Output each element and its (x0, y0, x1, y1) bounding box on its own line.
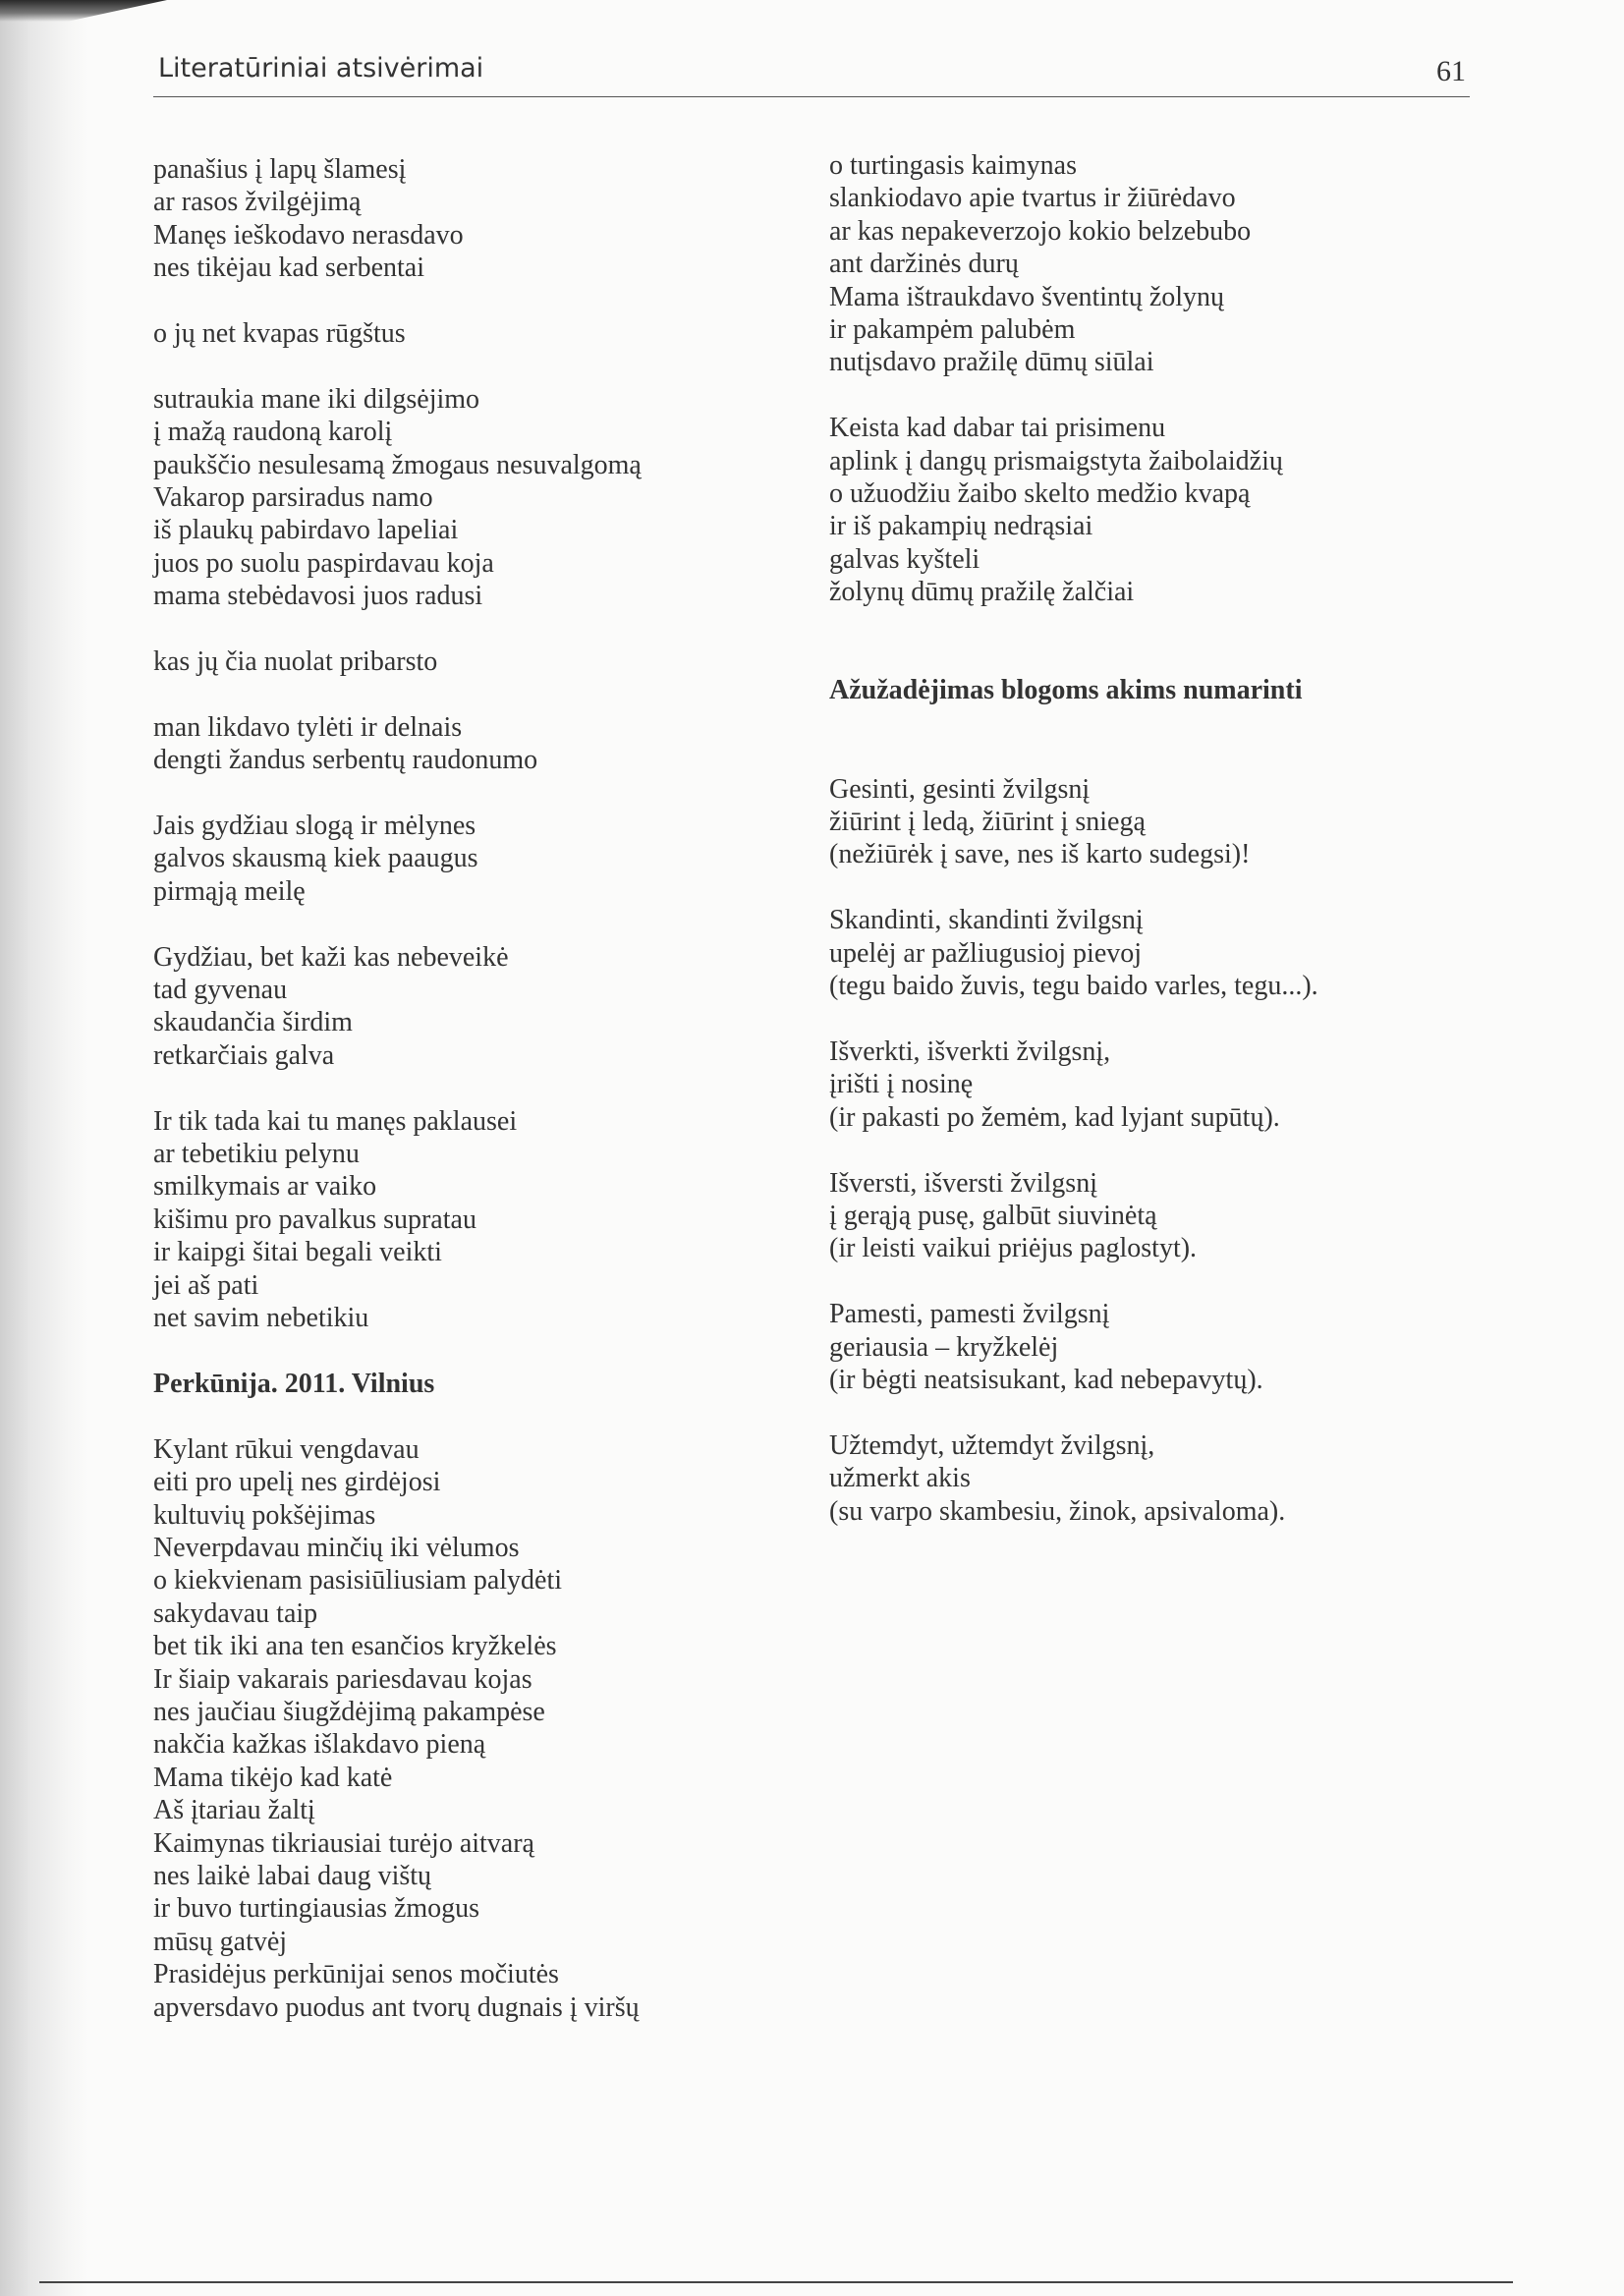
verse-line: Ir šiaip vakarais pariesdavau kojas (153, 1663, 532, 1695)
verse-line: bet tik iki ana ten esančios kryžkelės (153, 1631, 557, 1662)
stanza (153, 645, 782, 678)
verse-line: nes tikėjau kad serbentai (153, 252, 425, 284)
verse-line: jei aš pati (153, 1269, 259, 1301)
verse-line: Gydžiau, bet kaži kas nebeveikė (153, 941, 509, 973)
verse-line: iš plaukų pabirdavo lapeliai (153, 515, 459, 546)
verse-line: kišimu pro pavalkus supratau (153, 1204, 476, 1235)
verse-line: (ir bėgti neatsisukant, kad nebepavytų). (829, 1364, 1263, 1395)
stanza (829, 1429, 1537, 1528)
running-header: Literatūriniai atsivėrimai (158, 53, 484, 84)
stanza (829, 149, 1537, 379)
verse-line: panašius į lapų šlamesį (153, 154, 407, 185)
left-column (153, 153, 782, 2056)
verse-line: (ir leisti vaikui priėjus paglostyt). (829, 1233, 1198, 1264)
verse-line: o kiekvienam pasisiūliusiam palydėti (153, 1565, 563, 1596)
scan-bottom-edge (39, 2281, 1513, 2283)
verse-line: eiti pro upelį nes girdėjosi (153, 1467, 441, 1498)
verse-line: net savim nebetikiu (153, 1303, 369, 1334)
verse-line: Išversti, išversti žvilgsnį (829, 1167, 1097, 1199)
stanza (153, 941, 782, 1073)
verse-line: ir buvo turtingiausias žmogus (153, 1893, 480, 1925)
verse-line: ir iš pakampių nedrąsiai (829, 511, 1093, 542)
verse-line: mama stebėdavosi juos radusi (153, 581, 483, 612)
verse-line: žolynų dūmų pražilę žalčiai (829, 577, 1135, 608)
stanza (153, 810, 782, 908)
verse-line: į mažą raudoną karolį (153, 417, 393, 448)
verse-line: į gerąją pusę, galbūt siuvinėtą (829, 1200, 1157, 1231)
verse-line: kas jų čia nuolat pribarsto (153, 646, 438, 678)
verse-line: pirmąją meilę (153, 875, 306, 907)
stanza (153, 1433, 782, 2024)
verse-line: geriausia – kryžkelėj (829, 1331, 1059, 1363)
verse-line: Užtemdyt, užtemdyt žvilgsnį, (829, 1429, 1155, 1461)
verse-line: slankiodavo apie tvartus ir žiūrėdavo (829, 183, 1236, 214)
verse-line: Manęs ieškodavo nerasdavo (153, 219, 464, 251)
verse-line: ant daržinės durų (829, 249, 1019, 280)
verse-line: retkarčiais galva (153, 1039, 335, 1071)
verse-line: man likdavo tylėti ir delnais (153, 711, 463, 743)
verse-line: o jų net kvapas rūgštus (153, 318, 406, 350)
verse-line: paukščio nesulesamą žmogaus nesuvalgomą (153, 449, 642, 480)
verse-line: dengti žandus serbentų raudonumo (153, 745, 538, 776)
verse-line: nutįsdavo pražilę dūmų siūlai (829, 347, 1154, 378)
verse-line: Kaimynas tikriausiai turėjo aitvarą (153, 1827, 534, 1859)
verse-line: įrišti į nosinę (829, 1069, 974, 1100)
verse-line: užmerkt akis (829, 1463, 971, 1494)
verse-line: mūsų gatvėj (153, 1926, 288, 1957)
verse-line: (tegu baido žuvis, tegu baido varles, tegu...). (829, 971, 1318, 1002)
verse-line: o turtingasis kaimynas (829, 150, 1077, 181)
poem-title: Ažužadėjimas blogoms akims numarinti (829, 675, 1303, 706)
verse-line: ar kas nepakeverzojo kokio belzebubo (829, 215, 1252, 247)
stanza (153, 711, 782, 777)
poem-title: Perkūnija. 2011. Vilnius (153, 1368, 435, 1399)
verse-line: skaudančia širdim (153, 1007, 353, 1038)
verse-line: nes jaučiau šiugždėjimą pakampėse (153, 1696, 545, 1727)
stanza (153, 383, 782, 613)
verse-line: sakydavau taip (153, 1597, 318, 1629)
verse-line: Neverpdavau minčių iki vėlumos (153, 1532, 520, 1563)
verse-line: upelėj ar pažliugusioj pievoj (829, 937, 1143, 969)
verse-line: sutraukia mane iki dilgsėjimo (153, 383, 480, 415)
verse-line: apversdavo puodus ant tvorų dugnais į viršų (153, 1991, 640, 2023)
verse-line: Išverkti, išverkti žvilgsnį, (829, 1036, 1111, 1067)
stanza (153, 317, 782, 350)
verse-line: galvos skausmą kiek paaugus (153, 843, 478, 874)
stanza (829, 773, 1537, 871)
verse-line: ar tebetikiu pelynu (153, 1139, 360, 1170)
verse-line: Vakarop parsiradus namo (153, 482, 433, 514)
scan-shadow (0, 0, 88, 2296)
verse-line: ir pakampėm palubėm (829, 314, 1076, 346)
verse-line: (nežiūrėk į save, nes iš karto sudegsi)! (829, 839, 1251, 870)
header-rule (153, 96, 1470, 97)
verse-line: kultuvių pokšėjimas (153, 1499, 376, 1531)
verse-line: galvas kyšteli (829, 543, 980, 575)
verse-line: Prasidėjus perkūnijai senos močiutės (153, 1959, 559, 1990)
verse-line: Gesinti, gesinti žvilgsnį (829, 773, 1091, 805)
verse-line: juos po suolu paspirdavau koja (153, 547, 494, 579)
stanza (829, 1167, 1537, 1265)
verse-line: nakčia kažkas išlakdavo pieną (153, 1729, 486, 1761)
verse-line: o užuodžiu žaibo skelto medžio kvapą (829, 478, 1251, 510)
verse-line: Keista kad dabar tai prisimenu (829, 413, 1166, 444)
verse-line: tad gyvenau (153, 975, 288, 1006)
stanza (829, 1036, 1537, 1134)
stanza (829, 1298, 1537, 1396)
verse-line: Jais gydžiau slogą ir mėlynes (153, 811, 476, 842)
verse-line: Aš įtariau žaltį (153, 1795, 315, 1826)
verse-line: (ir pakasti po žemėm, kad lyjant supūtų). (829, 1101, 1280, 1133)
stanza (153, 1105, 782, 1335)
verse-line: ir kaipgi šitai begali veikti (153, 1237, 442, 1268)
verse-line: aplink į dangų prismaigstyta žaibolaidžių (829, 445, 1283, 476)
verse-line: nes laikė labai daug vištų (153, 1860, 432, 1891)
stanza (829, 412, 1537, 608)
verse-line: smilkymais ar vaiko (153, 1171, 377, 1203)
verse-line: (su varpo skambesiu, žinok, apsivaloma). (829, 1495, 1286, 1527)
verse-line: Skandinti, skandinti žvilgsnį (829, 905, 1144, 936)
stanza (153, 153, 782, 285)
verse-line: žiūrint į ledą, žiūrint į sniegą (829, 807, 1146, 838)
verse-line: Mama ištraukdavo šventintų žolynų (829, 281, 1225, 312)
verse-line: ar rasos žvilgėjimą (153, 187, 362, 218)
page-number: 61 (1436, 55, 1466, 87)
verse-line: Ir tik tada kai tu manęs paklausei (153, 1105, 518, 1137)
verse-line: Pamesti, pamesti žvilgsnį (829, 1299, 1110, 1330)
stanza (829, 904, 1537, 1002)
verse-line: Mama tikėjo kad katė (153, 1762, 393, 1793)
verse-line: Kylant rūkui vengdavau (153, 1433, 420, 1465)
right-column (829, 149, 1537, 1560)
